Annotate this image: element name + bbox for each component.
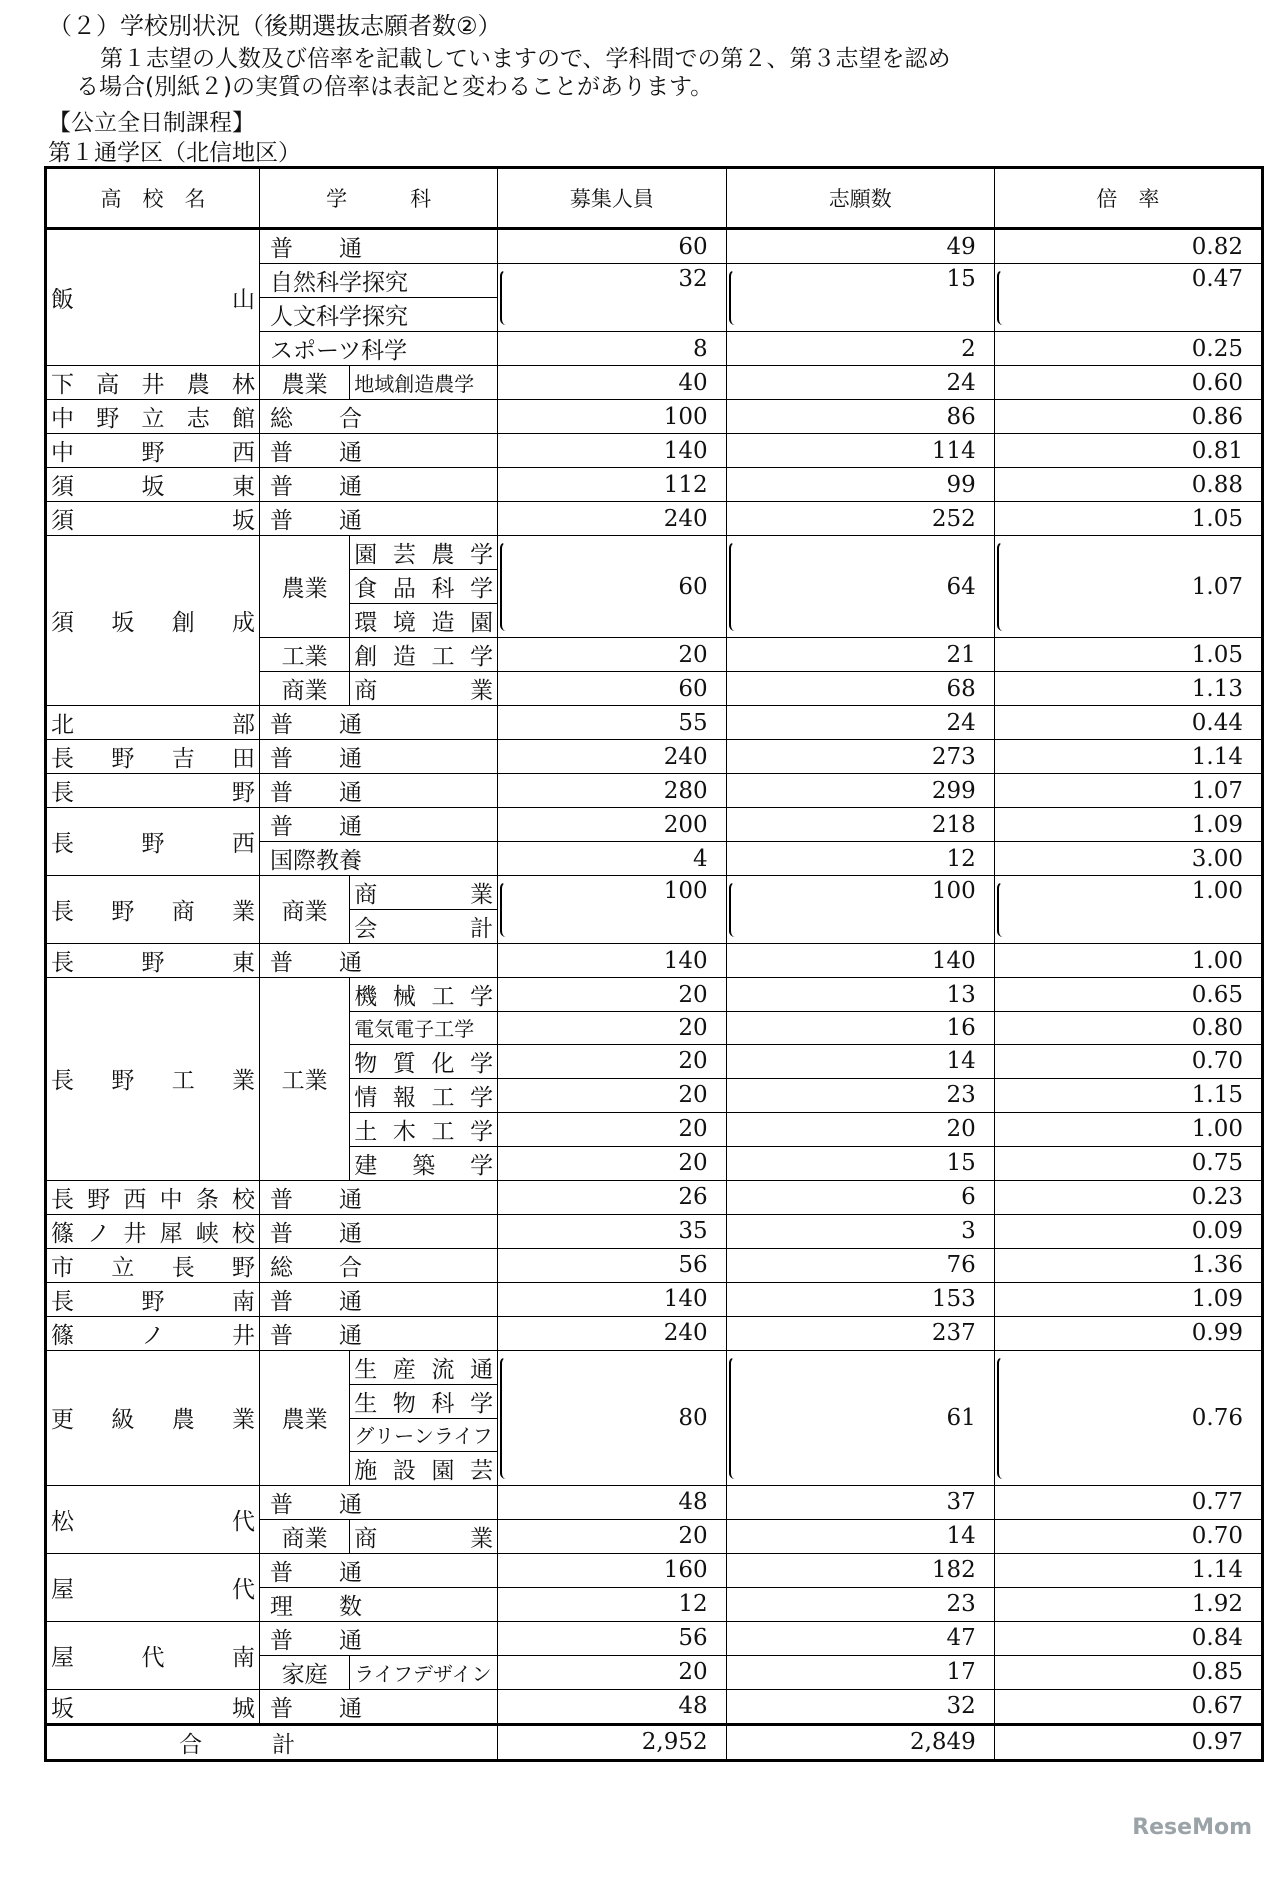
ratio-cell: 0.25 <box>994 332 1262 366</box>
page-title: （２）学校別状況（後期選抜志願者数②） <box>48 12 502 40</box>
capacity-cell: 240 <box>498 1316 726 1350</box>
table-row <box>46 944 1263 978</box>
applicants-cell: 12 <box>726 842 994 876</box>
applicants-cell: 6 <box>726 1180 994 1214</box>
applicants-cell: 23 <box>726 1078 994 1112</box>
department-name: 普 通 <box>260 1214 498 1248</box>
department-name: 総 合 <box>260 400 498 434</box>
resemom-logo: ReseMom <box>1132 1815 1252 1840</box>
ratio-cell: 0.86 <box>994 400 1262 434</box>
table-row <box>46 1214 1263 1248</box>
department-name: 普 通 <box>260 229 498 264</box>
capacity-cell: 56 <box>498 1621 726 1655</box>
applicants-cell: 86 <box>726 400 994 434</box>
school-name: 北部 <box>46 706 260 740</box>
school-name: 長野商業 <box>46 876 260 944</box>
applicants-table <box>44 166 1264 1762</box>
table-row <box>46 1350 1263 1384</box>
ratio-cell: 3.00 <box>994 842 1262 876</box>
applicants-cell: 20 <box>726 1112 994 1146</box>
course-name: 商業 <box>350 672 498 706</box>
ratio-cell: 1.07 <box>994 536 1262 638</box>
applicants-cell: 68 <box>726 672 994 706</box>
applicants-cell: 273 <box>726 740 994 774</box>
total-capacity: 2,952 <box>498 1724 726 1760</box>
course-name: 機械工学 <box>350 978 498 1012</box>
applicants-cell: 2 <box>726 332 994 366</box>
school-name: 須坂東 <box>46 468 260 502</box>
ratio-cell: 1.09 <box>994 808 1262 842</box>
capacity-cell: 40 <box>498 366 726 400</box>
capacity-cell: 200 <box>498 808 726 842</box>
school-name: 長野東 <box>46 944 260 978</box>
department-category: 工業 <box>260 638 350 672</box>
course-name: 土木工学 <box>350 1112 498 1146</box>
ratio-cell: 0.80 <box>994 1012 1262 1045</box>
ratio-cell: 0.70 <box>994 1044 1262 1078</box>
capacity-cell: 240 <box>498 740 726 774</box>
capacity-cell: 20 <box>498 1519 726 1553</box>
table-row <box>46 808 1263 842</box>
department-name: 普 通 <box>260 1485 498 1519</box>
ratio-cell: 1.05 <box>994 638 1262 672</box>
ratio-cell: 0.47 <box>994 264 1262 332</box>
applicants-cell: 252 <box>726 502 994 536</box>
capacity-cell: 60 <box>498 536 726 638</box>
table-row <box>46 876 1263 910</box>
ratio-cell: 0.75 <box>994 1146 1262 1180</box>
department-name: 普 通 <box>260 808 498 842</box>
ratio-cell: 0.81 <box>994 434 1262 468</box>
department-name: 普 通 <box>260 706 498 740</box>
capacity-cell: 60 <box>498 672 726 706</box>
ratio-cell: 0.65 <box>994 978 1262 1012</box>
course-name: 食品科学 <box>350 570 498 604</box>
applicants-cell: 100 <box>726 876 994 944</box>
department-category: 農業 <box>260 366 350 400</box>
course-name: 電気電子工学 <box>350 1012 498 1045</box>
applicants-cell: 21 <box>726 638 994 672</box>
table-row <box>46 502 1263 536</box>
department-name: 普 通 <box>260 1553 498 1587</box>
course-name: 商業 <box>350 1519 498 1553</box>
department-name: スポーツ科学 <box>260 332 498 366</box>
ratio-cell: 0.23 <box>994 1180 1262 1214</box>
ratio-cell: 0.77 <box>994 1485 1262 1519</box>
applicants-cell: 37 <box>726 1485 994 1519</box>
capacity-cell: 20 <box>498 978 726 1012</box>
applicants-cell: 114 <box>726 434 994 468</box>
applicants-cell: 49 <box>726 229 994 264</box>
total-label: 合計 <box>46 1724 498 1760</box>
school-name: 篠ノ井 <box>46 1316 260 1350</box>
table-body <box>46 229 1263 1725</box>
capacity-cell: 8 <box>498 332 726 366</box>
capacity-cell: 4 <box>498 842 726 876</box>
capacity-cell: 100 <box>498 400 726 434</box>
capacity-cell: 48 <box>498 1689 726 1724</box>
table-row <box>46 468 1263 502</box>
ratio-cell: 1.36 <box>994 1248 1262 1282</box>
applicants-cell: 237 <box>726 1316 994 1350</box>
capacity-cell: 280 <box>498 774 726 808</box>
department-name: 普 通 <box>260 774 498 808</box>
ratio-cell: 0.44 <box>994 706 1262 740</box>
applicants-cell: 15 <box>726 264 994 332</box>
capacity-cell: 20 <box>498 1112 726 1146</box>
applicants-cell: 14 <box>726 1519 994 1553</box>
school-name: 篠ノ井犀峡校 <box>46 1214 260 1248</box>
course-name: ライフデザイン <box>350 1655 498 1689</box>
ratio-cell: 1.15 <box>994 1078 1262 1112</box>
capacity-cell: 35 <box>498 1214 726 1248</box>
district-heading: 第１通学区（北信地区） <box>48 140 301 166</box>
department-category: 工業 <box>260 978 350 1181</box>
total-applicants: 2,849 <box>726 1724 994 1760</box>
table-row <box>46 1248 1263 1282</box>
department-name: 普 通 <box>260 1282 498 1316</box>
department-name: 普 通 <box>260 944 498 978</box>
ratio-cell: 0.85 <box>994 1655 1262 1689</box>
ratio-cell: 0.09 <box>994 1214 1262 1248</box>
applicants-cell: 76 <box>726 1248 994 1282</box>
applicants-cell: 14 <box>726 1044 994 1078</box>
capacity-cell: 80 <box>498 1350 726 1485</box>
note-line-1: 第１志望の人数及び倍率を記載していますので、学科間での第２、第３志望を認め <box>100 46 951 72</box>
ratio-cell: 0.82 <box>994 229 1262 264</box>
table-row <box>46 706 1263 740</box>
school-name: 須坂創成 <box>46 536 260 706</box>
department-name: 人文科学探究 <box>260 298 498 332</box>
department-name: 普 通 <box>260 1180 498 1214</box>
applicants-cell: 32 <box>726 1689 994 1724</box>
course-heading: 【公立全日制課程】 <box>48 110 255 136</box>
table-row <box>46 1282 1263 1316</box>
ratio-cell: 1.92 <box>994 1587 1262 1621</box>
school-name: 長野南 <box>46 1282 260 1316</box>
ratio-cell: 0.84 <box>994 1621 1262 1655</box>
ratio-cell: 0.60 <box>994 366 1262 400</box>
capacity-cell: 26 <box>498 1180 726 1214</box>
ratio-cell: 1.14 <box>994 1553 1262 1587</box>
applicants-cell: 99 <box>726 468 994 502</box>
department-name: 普 通 <box>260 502 498 536</box>
table-header-row <box>46 168 1263 229</box>
table-row <box>46 400 1263 434</box>
table-row <box>46 536 1263 570</box>
school-name: 更級農業 <box>46 1350 260 1485</box>
applicants-cell: 218 <box>726 808 994 842</box>
header-department: 学 科 <box>260 168 498 229</box>
ratio-cell: 1.07 <box>994 774 1262 808</box>
ratio-cell: 0.99 <box>994 1316 1262 1350</box>
course-name: 環境造園 <box>350 604 498 638</box>
ratio-cell: 1.09 <box>994 1282 1262 1316</box>
note-line-2: る場合(別紙２)の実質の倍率は表記と変わることがあります。 <box>76 74 714 100</box>
school-name: 須坂 <box>46 502 260 536</box>
capacity-cell: 140 <box>498 1282 726 1316</box>
department-name: 普 通 <box>260 1621 498 1655</box>
capacity-cell: 48 <box>498 1485 726 1519</box>
department-category: 家庭 <box>260 1655 350 1689</box>
capacity-cell: 12 <box>498 1587 726 1621</box>
applicants-cell: 153 <box>726 1282 994 1316</box>
department-category: 商業 <box>260 1519 350 1553</box>
capacity-cell: 240 <box>498 502 726 536</box>
table-row <box>46 1316 1263 1350</box>
school-name: 長野西 <box>46 808 260 876</box>
applicants-cell: 299 <box>726 774 994 808</box>
applicants-cell: 140 <box>726 944 994 978</box>
course-name: 商業 <box>350 876 498 910</box>
capacity-cell: 60 <box>498 229 726 264</box>
header-capacity: 募集人員 <box>498 168 726 229</box>
course-name: 生物科学 <box>350 1384 498 1418</box>
applicants-cell: 24 <box>726 366 994 400</box>
school-name: 坂城 <box>46 1689 260 1724</box>
school-name: 飯山 <box>46 229 260 366</box>
course-name: グリーンライフ <box>350 1418 498 1451</box>
table-row <box>46 434 1263 468</box>
capacity-cell: 20 <box>498 1078 726 1112</box>
ratio-cell: 1.00 <box>994 876 1262 944</box>
capacity-cell: 56 <box>498 1248 726 1282</box>
applicants-cell: 13 <box>726 978 994 1012</box>
school-name: 松代 <box>46 1485 260 1553</box>
capacity-cell: 20 <box>498 1012 726 1045</box>
ratio-cell: 0.88 <box>994 468 1262 502</box>
department-category: 商業 <box>260 672 350 706</box>
header-applicants: 志願数 <box>726 168 994 229</box>
applicants-cell: 15 <box>726 1146 994 1180</box>
course-name: 情報工学 <box>350 1078 498 1112</box>
department-category: 商業 <box>260 876 350 944</box>
department-name: 普 通 <box>260 434 498 468</box>
table-row <box>46 740 1263 774</box>
applicants-cell: 3 <box>726 1214 994 1248</box>
capacity-cell: 20 <box>498 1044 726 1078</box>
applicants-cell: 24 <box>726 706 994 740</box>
course-name: 創造工学 <box>350 638 498 672</box>
table-row <box>46 774 1263 808</box>
school-name: 中野立志館 <box>46 400 260 434</box>
applicants-cell: 47 <box>726 1621 994 1655</box>
applicants-cell: 23 <box>726 1587 994 1621</box>
course-name: 物質化学 <box>350 1044 498 1078</box>
table-row <box>46 1689 1263 1724</box>
school-name: 屋代 <box>46 1553 260 1621</box>
table-row <box>46 366 1263 400</box>
applicants-cell: 16 <box>726 1012 994 1045</box>
table-row <box>46 229 1263 264</box>
department-name: 普 通 <box>260 1316 498 1350</box>
applicants-cell: 182 <box>726 1553 994 1587</box>
header-school: 高 校 名 <box>46 168 260 229</box>
total-ratio: 0.97 <box>994 1724 1262 1760</box>
course-name: 園芸農学 <box>350 536 498 570</box>
applicants-cell: 64 <box>726 536 994 638</box>
school-name: 中野西 <box>46 434 260 468</box>
ratio-cell: 1.05 <box>994 502 1262 536</box>
table-row <box>46 1485 1263 1519</box>
course-name: 建築学 <box>350 1146 498 1180</box>
ratio-cell: 1.00 <box>994 944 1262 978</box>
school-name: 下高井農林 <box>46 366 260 400</box>
capacity-cell: 112 <box>498 468 726 502</box>
school-name: 市立長野 <box>46 1248 260 1282</box>
school-name: 屋代南 <box>46 1621 260 1689</box>
department-name: 普 通 <box>260 740 498 774</box>
capacity-cell: 140 <box>498 434 726 468</box>
capacity-cell: 20 <box>498 1655 726 1689</box>
applicants-cell: 17 <box>726 1655 994 1689</box>
ratio-cell: 0.76 <box>994 1350 1262 1485</box>
school-name: 長野工業 <box>46 978 260 1181</box>
school-name: 長野 <box>46 774 260 808</box>
capacity-cell: 20 <box>498 1146 726 1180</box>
department-category: 農業 <box>260 1350 350 1485</box>
department-name: 総 合 <box>260 1248 498 1282</box>
ratio-cell: 1.13 <box>994 672 1262 706</box>
table-row <box>46 1553 1263 1587</box>
department-name: 理 数 <box>260 1587 498 1621</box>
table-row <box>46 1180 1263 1214</box>
department-name: 普 通 <box>260 1689 498 1724</box>
ratio-cell: 1.14 <box>994 740 1262 774</box>
capacity-cell: 100 <box>498 876 726 944</box>
course-name: 施設園芸 <box>350 1451 498 1485</box>
total-row <box>46 1724 1263 1760</box>
school-name: 長野西中条校 <box>46 1180 260 1214</box>
header-ratio: 倍 率 <box>994 168 1262 229</box>
capacity-cell: 20 <box>498 638 726 672</box>
department-name: 自然科学探究 <box>260 264 498 298</box>
ratio-cell: 0.67 <box>994 1689 1262 1724</box>
table-row <box>46 978 1263 1012</box>
department-category: 農業 <box>260 536 350 638</box>
capacity-cell: 55 <box>498 706 726 740</box>
course-name: 会計 <box>350 910 498 944</box>
capacity-cell: 32 <box>498 264 726 332</box>
applicants-cell: 61 <box>726 1350 994 1485</box>
department-name: 国際教養 <box>260 842 498 876</box>
ratio-cell: 0.70 <box>994 1519 1262 1553</box>
department-name: 普 通 <box>260 468 498 502</box>
course-name: 地域創造農学 <box>350 366 498 400</box>
capacity-cell: 140 <box>498 944 726 978</box>
ratio-cell: 1.00 <box>994 1112 1262 1146</box>
table-row <box>46 1621 1263 1655</box>
school-name: 長野吉田 <box>46 740 260 774</box>
course-name: 生産流通 <box>350 1350 498 1384</box>
capacity-cell: 160 <box>498 1553 726 1587</box>
